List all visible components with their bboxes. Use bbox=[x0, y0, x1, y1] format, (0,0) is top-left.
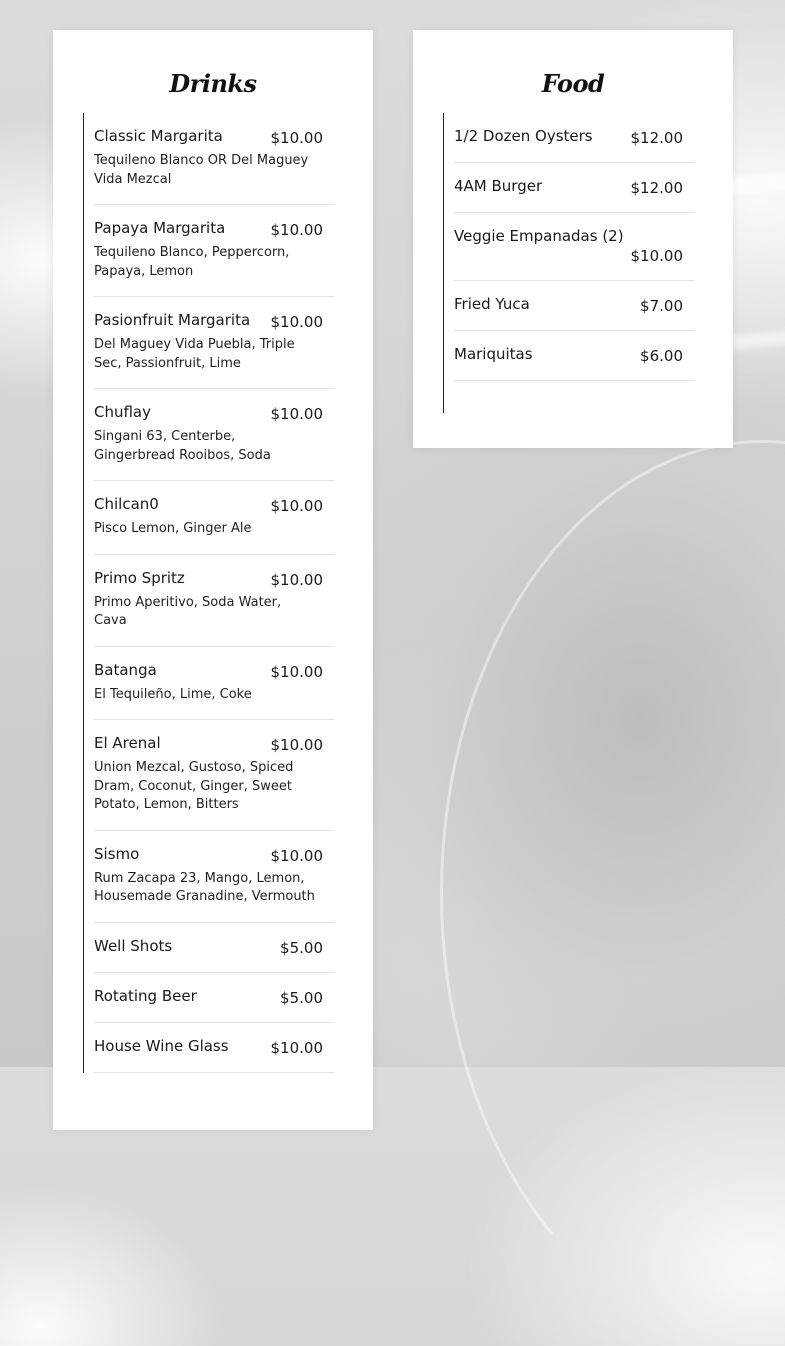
item-description: Del Maguey Vida Puebla, Triple Sec, Passionfruit, Lime bbox=[94, 337, 295, 371]
drink-item bbox=[94, 831, 334, 923]
item-description: Singani 63, Centerbe, Gingerbread Rooibos, Soda bbox=[94, 429, 271, 463]
drink-item bbox=[94, 389, 334, 481]
drink-item bbox=[94, 1023, 334, 1073]
item-price: $10.00 bbox=[270, 570, 323, 589]
item-name: Batanga bbox=[94, 660, 157, 679]
item-price: $10.00 bbox=[270, 313, 323, 331]
item-price: $10.00 bbox=[630, 247, 683, 265]
item-description: Pisco Lemon, Ginger Ale bbox=[94, 521, 252, 536]
drinks-menu-card bbox=[53, 30, 373, 1130]
item-price: $12.00 bbox=[630, 179, 683, 197]
item-description: Primo Aperitivo, Soda Water, Cava bbox=[94, 594, 282, 628]
item-price: $10.00 bbox=[270, 221, 323, 239]
drink-item bbox=[94, 647, 334, 721]
item-description: Rum Zacapa 23, Mango, Lemon, Housemade Granadine, Vermouth bbox=[94, 870, 315, 904]
item-price: $7.00 bbox=[640, 297, 683, 315]
drink-item bbox=[94, 297, 334, 389]
item-description: El Tequileño, Lime, Coke bbox=[94, 686, 252, 702]
drink-item bbox=[94, 720, 334, 831]
item-name: 1/2 Dozen Oysters bbox=[454, 127, 593, 145]
item-price: $5.00 bbox=[280, 988, 323, 1007]
item-name: Fried Yuca bbox=[454, 295, 530, 313]
item-price: $10.00 bbox=[270, 662, 323, 681]
item-price: $10.00 bbox=[270, 846, 323, 865]
item-name: Veggie Empanadas (2) bbox=[454, 227, 624, 245]
drink-item bbox=[94, 555, 334, 647]
item-price: $12.00 bbox=[630, 129, 683, 147]
food-title: Food bbox=[541, 69, 605, 98]
background-photo-glass bbox=[440, 440, 785, 1346]
item-price: $5.00 bbox=[280, 938, 323, 957]
item-price: $10.00 bbox=[270, 129, 323, 147]
item-name: House Wine Glass bbox=[94, 1036, 229, 1055]
food-item bbox=[454, 331, 694, 381]
drink-item bbox=[94, 205, 334, 297]
drink-item bbox=[94, 481, 334, 555]
item-name: Pasionfruit Margarita bbox=[94, 311, 251, 329]
drinks-list bbox=[83, 113, 333, 1073]
drink-item bbox=[94, 113, 334, 205]
item-description: Union Mezcal, Gustoso, Spiced Dram, Coconut, Ginger, Sweet Potato, Lemon, Bitters bbox=[94, 760, 294, 812]
food-item bbox=[454, 281, 694, 331]
item-name: Primo Spritz bbox=[94, 568, 185, 587]
item-name: Sismo bbox=[94, 844, 140, 863]
item-name: Papaya Margarita bbox=[94, 219, 226, 237]
food-item bbox=[454, 213, 694, 281]
item-price: $10.00 bbox=[270, 736, 323, 754]
item-name: Rotating Beer bbox=[94, 986, 197, 1005]
item-price: $10.00 bbox=[270, 1038, 323, 1057]
item-name: Well Shots bbox=[94, 936, 173, 955]
food-item bbox=[454, 113, 694, 163]
drink-item bbox=[94, 923, 334, 973]
drink-item bbox=[94, 973, 334, 1023]
item-name: Mariquitas bbox=[454, 345, 533, 363]
food-menu-card bbox=[413, 30, 733, 448]
item-description: Tequileno Blanco OR Del Maguey Vida Mezcal bbox=[94, 153, 309, 187]
item-description: Tequileno Blanco, Peppercorn, Papaya, Lemon bbox=[94, 245, 290, 279]
food-list bbox=[443, 113, 693, 413]
item-name: El Arenal bbox=[94, 734, 161, 752]
item-name: Chuflay bbox=[94, 403, 152, 421]
item-price: $10.00 bbox=[270, 405, 323, 423]
item-name: Classic Margarita bbox=[94, 127, 223, 145]
item-price: $10.00 bbox=[270, 497, 323, 515]
drinks-title: Drinks bbox=[169, 69, 257, 98]
food-item bbox=[454, 163, 694, 213]
item-name: 4AM Burger bbox=[454, 177, 543, 195]
item-name: Chilcan0 bbox=[94, 495, 159, 513]
item-price: $6.00 bbox=[640, 347, 683, 365]
